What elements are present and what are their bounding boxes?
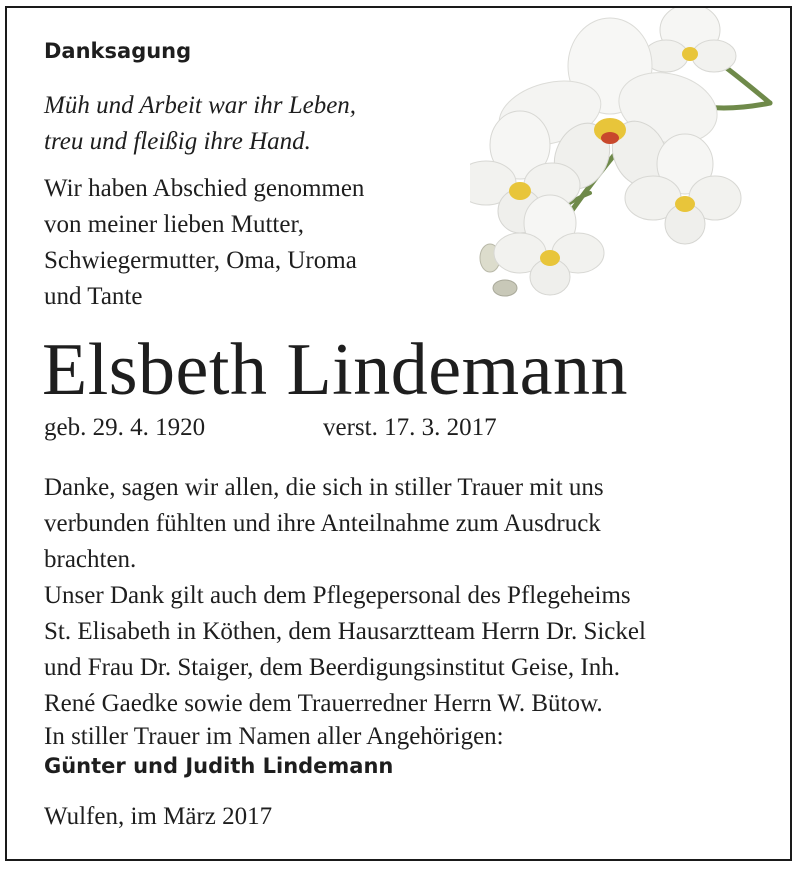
- death-date: verst. 17. 3. 2017: [323, 414, 497, 441]
- intro-line: von meiner lieben Mutter,: [44, 211, 305, 238]
- intro-text: [44, 171, 364, 315]
- thanks-line: brachten.: [44, 546, 137, 573]
- thanks-line: verbunden fühlten und ihre Anteilnahme zum Ausdruck: [44, 510, 601, 537]
- thanks-line: René Gaedke sowie dem Trauerredner Herrn W. Bütow.: [44, 690, 603, 717]
- place-and-date: Wulfen, im März 2017: [44, 803, 273, 830]
- orchid-flower-icon: [470, 8, 775, 308]
- thanks-line: und Frau Dr. Staiger, dem Beerdigungsinstitut Geise, Inh.: [44, 654, 621, 681]
- motto-line: treu und fleißig ihre Hand.: [44, 128, 311, 155]
- mourning-line: In stiller Trauer im Namen aller Angehörigen:: [44, 723, 504, 750]
- birth-date: geb. 29. 4. 1920: [44, 414, 206, 441]
- life-dates: [44, 414, 497, 442]
- thanks-line: St. Elisabeth in Köthen, dem Hausarztteam Herrn Dr. Sickel: [44, 618, 646, 645]
- intro-line: Wir haben Abschied genommen: [44, 175, 365, 202]
- motto-verse: [44, 88, 356, 160]
- thanks-line: Unser Dank gilt auch dem Pflegepersonal des Pflegeheims: [44, 582, 631, 609]
- deceased-name: Elsbeth Lindemann: [42, 329, 628, 411]
- thanks-line: Danke, sagen wir allen, die sich in stiller Trauer mit uns: [44, 474, 604, 501]
- motto-line: Müh und Arbeit war ihr Leben,: [44, 92, 357, 119]
- notice-heading: Danksagung: [44, 39, 192, 63]
- intro-line: und Tante: [44, 283, 143, 310]
- intro-line: Schwiegermutter, Oma, Uroma: [44, 247, 357, 274]
- thanks-text: [44, 470, 646, 722]
- signers-names: Günter und Judith Lindemann: [44, 754, 394, 778]
